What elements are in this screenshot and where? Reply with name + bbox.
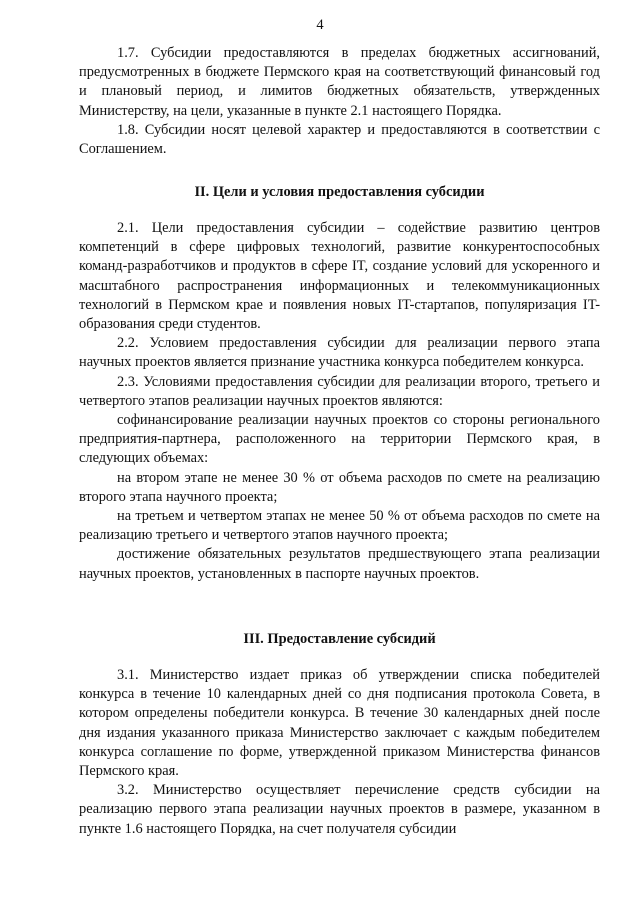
paragraph-1-8: 1.8. Субсидии носят целевой характер и предоставляются в соответствии с Соглашением. [79, 121, 600, 158]
section-2-body [79, 219, 600, 584]
paragraph-2-3: 2.3. Условиями предоставления субсидии для реализации второго, третьего и четвертого этапов реализации научных проектов являются: [79, 373, 600, 409]
section-3-body [79, 666, 600, 839]
paragraph-3-1: 3.1. Министерство издает приказ об утверждении списка победителей конкурса в течение 10 календарных дней со дня подписания протокола Совета, в котором определены победители конкурса. В течение 30 календарных дней после дня издания указанного приказа Министерство заключает с каждым победителем конкурса соглашение по форме, утвержденной приказом Министерства финансов Пермского края. [79, 667, 600, 780]
paragraph-3-2: 3.2. Министерство осуществляет перечисление средств субсидии на реализацию первого этапа реализации научных проектов в размере, указанном в пункте 1.6 настоящего Порядка, на счет получателя субсидии [79, 782, 600, 837]
paragraph-cofinancing: софинансирование реализации научных проектов со стороны регионального предприятия-партнера, расположенного на территории Пермского края, в следующих объемах: [79, 412, 600, 467]
paragraph-2-1: 2.1. Цели предоставления субсидии – содействие развитию центров компетенций в сфере цифровых технологий, развитие конкурентоспособных команд-разработчиков и продуктов в сфере IT, создание условий для ускоренного и масштабного распространения информационных и телекоммуникационных технологий в Пермском крае и появления новых IT-стартапов, популяризация IT-образования среди студентов. [79, 220, 600, 333]
page-number: 4 [316, 17, 324, 33]
paragraph-1-7: 1.7. Субсидии предоставляются в пределах бюджетных ассигнований, предусмотренных в бюджете Пермского края на соответствующий финансовый год и плановый период, и лимитов бюджетных обязательств, утвержденных Министерству, на цели, указанные в пункте 2.1 настоящего Порядка. [79, 45, 600, 119]
section-1-continuation [79, 44, 600, 159]
section-2-heading: II. Цели и условия предоставления субсидии [194, 184, 485, 200]
paragraph-2-2: 2.2. Условием предоставления субсидии для реализации первого этапа научных проектов является признание участника конкурса победителем конкурса. [79, 335, 600, 371]
paragraph-mandatory-results: достижение обязательных результатов предшествующего этапа реализации научных проектов, установленных в паспорте научных проектов. [79, 546, 600, 582]
section-3-heading: III. Предоставление субсидий [243, 631, 436, 647]
paragraph-third-fourth-stage: на третьем и четвертом этапах не менее 50 % от объема расходов по смете на реализацию третьего и четвертого этапов научного проекта; [79, 508, 600, 544]
paragraph-second-stage: на втором этапе не менее 30 % от объема расходов по смете на реализацию второго этапа научного проекта; [79, 469, 600, 505]
